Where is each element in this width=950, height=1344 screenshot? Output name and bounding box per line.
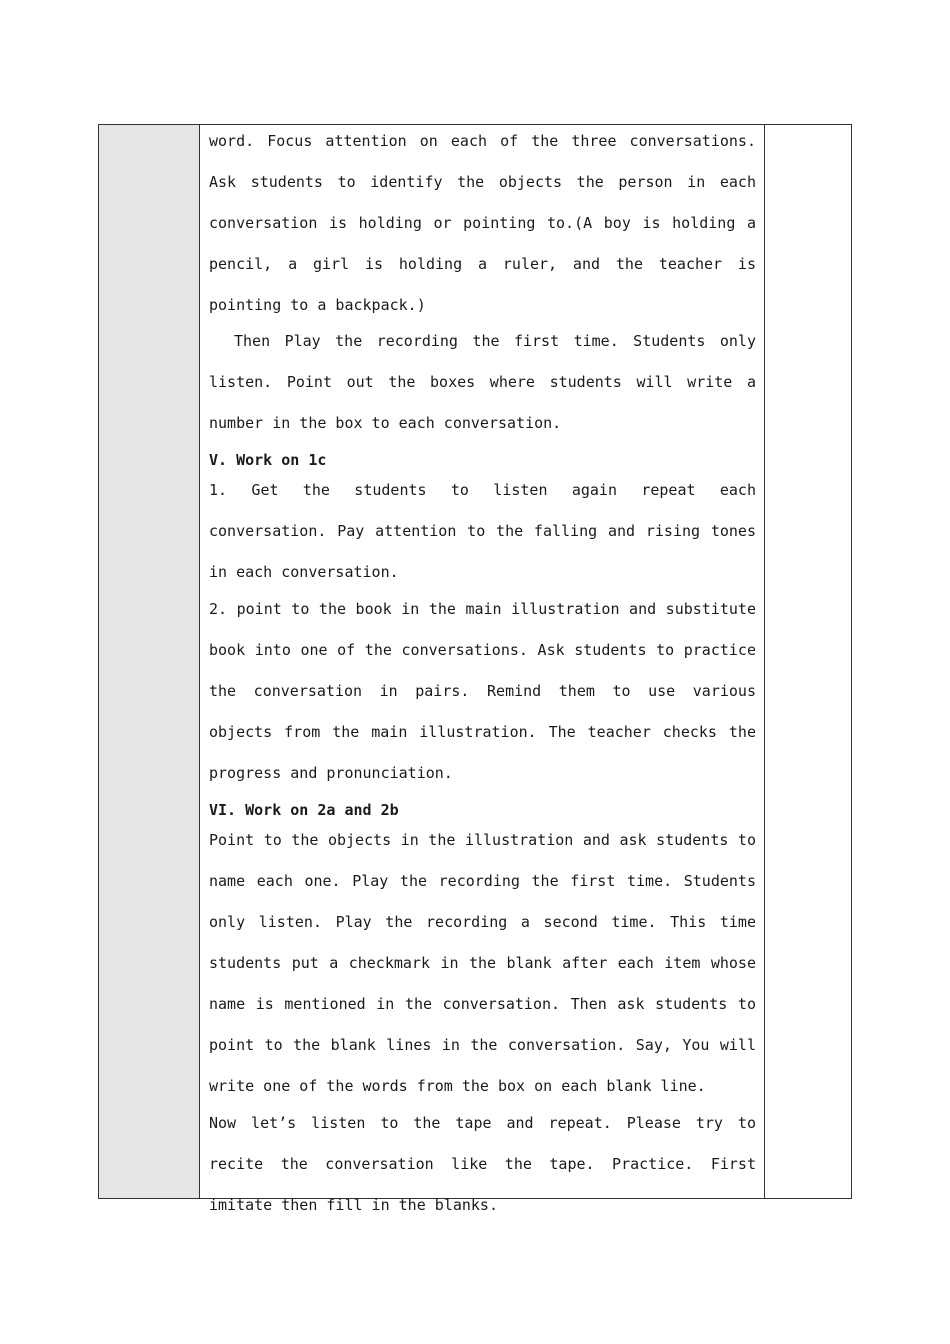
lesson-plan-table (98, 124, 852, 1214)
heading-work-on-1c: V. Work on 1c (209, 451, 327, 469)
main-column (200, 125, 765, 1214)
heading-work-on-2a-2b: VI. Work on 2a and 2b (209, 801, 399, 819)
left-column (99, 125, 200, 1198)
paragraph-point-to-objects: Point to the objects in the illustration and ask students to name each one. Play the recording the first time. Students only listen. Play the recording a second time. This time students put a checkmark in the blank after each item whose name is mentioned in the conversation. Then ask students to point to the blank lines in the conversation. Say, You will write one of the words from the box on each blank line. (209, 831, 756, 1095)
list-item-2: 2. point to the book in the main illustration and substitute book into one of the conversations. Ask students to practice the conversation in pairs. Remind them to use various objects from the main illustration. The teacher checks the progress and pronunciation. (209, 600, 756, 782)
right-column (765, 125, 851, 1198)
paragraph-play-recording: Then Play the recording the first time. Students only listen. Point out the boxes where students will write a number in the box to each conversation. (209, 332, 756, 432)
paragraph-conversations: word. Focus attention on each of the three conversations. Ask students to identify the objects the person in each conversation is holding or pointing to.(A boy is holding a pencil, a girl is holding a ruler, and the teacher is pointing to a backpack.) (209, 132, 756, 314)
paragraph-listen-repeat: Now let’s listen to the tape and repeat. Please try to recite the conversation like the tape. Practice. First imitate then fill in the blanks. (209, 1114, 756, 1214)
list-item-1: 1. Get the students to listen again repeat each conversation. Pay attention to the falling and rising tones in each conversation. (209, 481, 756, 581)
